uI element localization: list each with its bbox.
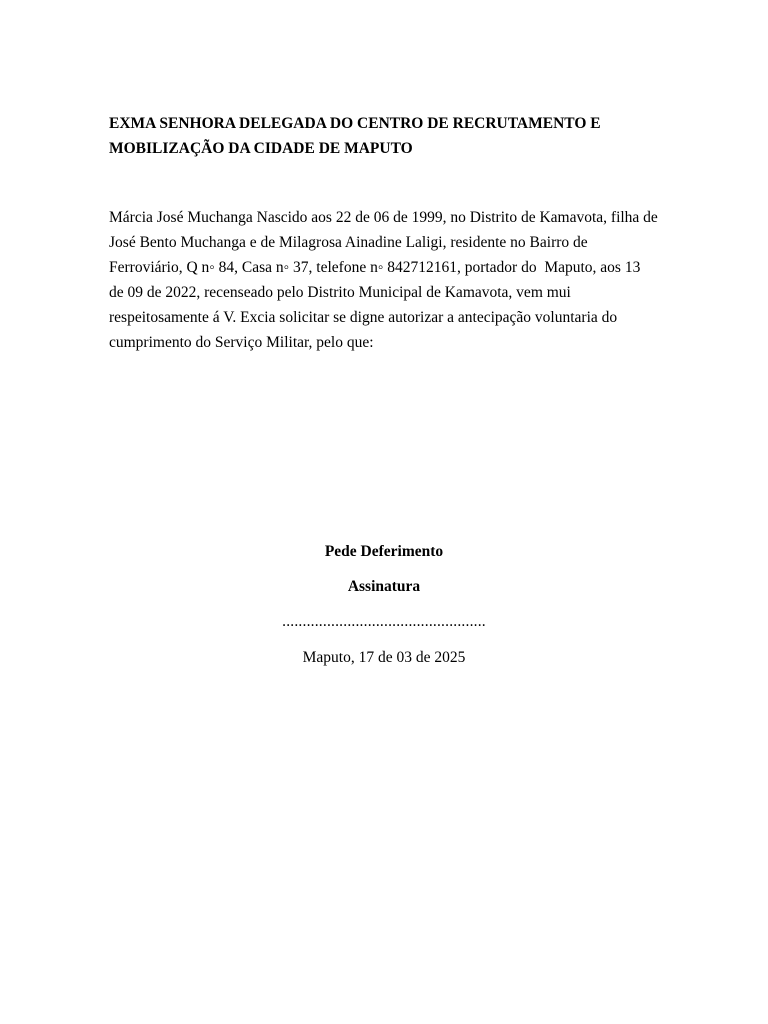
body-line: respeitosamente á V. Excia solicitar se digne autorizar a antecipação voluntaria do	[109, 309, 618, 326]
document-body	[109, 205, 669, 355]
signature-line: ..................................................	[282, 613, 486, 630]
heading-line: EXMA SENHORA DELEGADA DO CENTRO DE RECRUTAMENTO E	[109, 115, 601, 132]
body-line: cumprimento do Serviço Militar, pelo que:	[109, 334, 374, 351]
place-date: Maputo, 17 de 03 de 2025	[302, 649, 466, 666]
body-line: Ferroviário, Q n◦ 84, Casa n◦ 37, telefone n◦ 842712161, portador do Maputo, aos 13	[109, 259, 641, 276]
document-heading	[109, 111, 669, 161]
body-line: Márcia José Muchanga Nascido aos 22 de 06 de 1999, no Distrito de Kamavota, filha de	[109, 209, 658, 226]
body-line: de 09 de 2022, recenseado pelo Distrito Municipal de Kamavota, vem mui	[109, 284, 571, 301]
heading-line: MOBILIZAÇÃO DA CIDADE DE MAPUTO	[109, 140, 413, 157]
request-text: Pede Deferimento	[324, 543, 444, 560]
body-line: José Bento Muchanga e de Milagrosa Ainadine Laligi, residente no Bairro de	[109, 234, 588, 251]
signature-label: Assinatura	[347, 578, 421, 595]
